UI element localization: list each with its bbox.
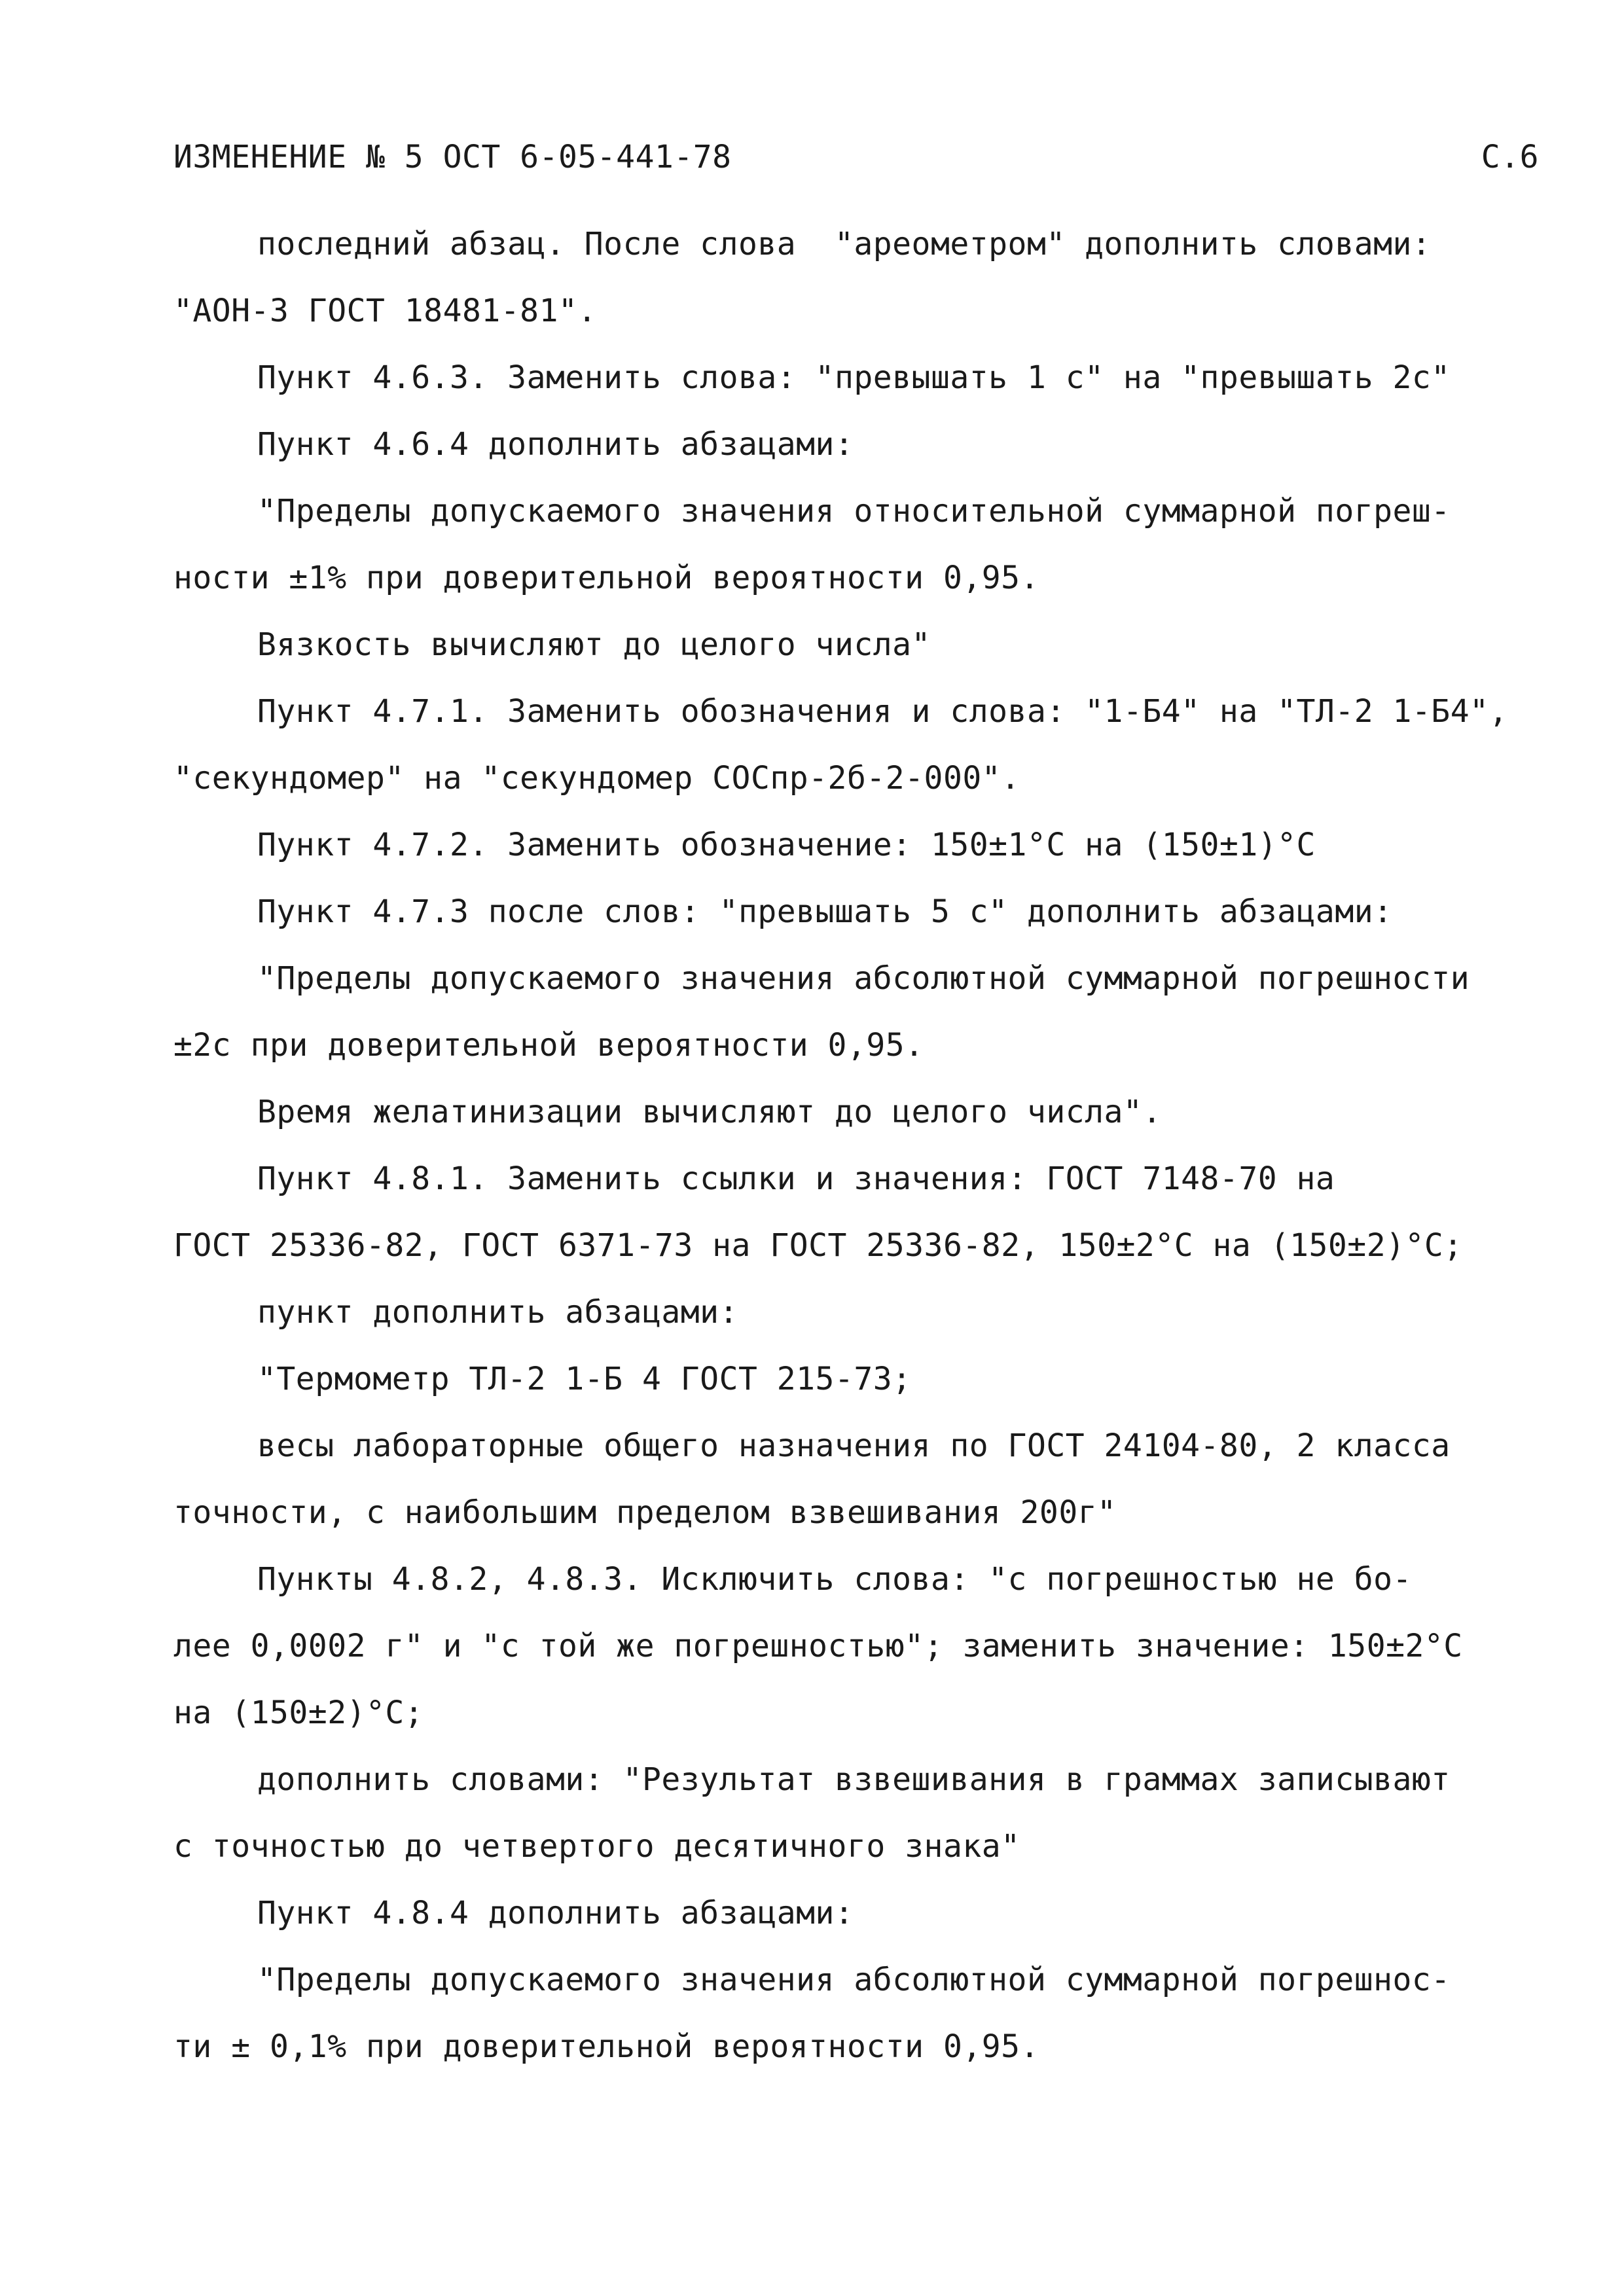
text-line: Пункт 4.7.1. Заменить обозначения и слова: "1-Б4" на "ТЛ-2 1-Б4", xyxy=(257,693,1508,730)
text-line: Вязкость вычисляют до целого числа" xyxy=(257,626,931,663)
text-line: Пункт 4.8.1. Заменить ссылки и значения: ГОСТ 7148-70 на xyxy=(257,1160,1335,1197)
text-line: с точностью до четвертого десятичного знака" xyxy=(173,1828,1020,1865)
text-line: Пункт 4.8.4 дополнить абзацами: xyxy=(257,1895,854,1931)
text-line: ти ± 0,1% при доверительной вероятности 0,95. xyxy=(173,2028,1039,2065)
text-line: Пункт 4.7.2. Заменить обозначение: 150±1°С на (150±1)°С xyxy=(257,827,1316,863)
text-line: "Пределы допускаемого значения абсолютной суммарной погрешности xyxy=(257,960,1470,997)
text-line: Пункт 4.6.3. Заменить слова: "превышать 1 с" на "превышать 2с" xyxy=(257,359,1451,396)
text-line: Пункты 4.8.2, 4.8.3. Исключить слова: "с погрешностью не бо- xyxy=(257,1561,1412,1598)
document-header-title: ИЗМЕНЕНИЕ № 5 ОСТ 6-05-441-78 xyxy=(173,139,732,175)
text-line: пункт дополнить абзацами: xyxy=(257,1294,738,1331)
text-line: "Пределы допускаемого значения абсолютной суммарной погрешнос- xyxy=(257,1962,1451,1998)
text-line: точности, с наибольшим пределом взвешивания 200г" xyxy=(173,1494,1117,1531)
text-line: ±2с при доверительной вероятности 0,95. xyxy=(173,1027,924,1064)
text-line: весы лабораторные общего назначения по ГОСТ 24104-80, 2 класса xyxy=(257,1427,1451,1464)
text-line: лее 0,0002 г" и "с той же погрешностью"; заменить значение: 150±2°С xyxy=(173,1628,1463,1664)
text-line: "секундомер" на "секундомер СОСпр-2б-2-000". xyxy=(173,760,1020,797)
text-line: на (150±2)°С; xyxy=(173,1695,424,1731)
text-line: последний абзац. После слова "ареометром" дополнить словами: xyxy=(257,226,1432,262)
text-line: Время желатинизации вычисляют до целого числа". xyxy=(257,1094,1162,1130)
text-line: Пункт 4.7.3 после слов: "превышать 5 с" дополнить абзацами: xyxy=(257,893,1393,930)
page-number: С.6 xyxy=(1481,139,1539,175)
text-line: "АОН-3 ГОСТ 18481-81". xyxy=(173,293,597,329)
text-line: ГОСТ 25336-82, ГОСТ 6371-73 на ГОСТ 25336-82, 150±2°С на (150±2)°С; xyxy=(173,1227,1463,1264)
text-line: Пункт 4.6.4 дополнить абзацами: xyxy=(257,426,854,463)
text-line: дополнить словами: "Результат взвешивания в граммах записывают xyxy=(257,1761,1451,1798)
text-line: ности ±1% при доверительной вероятности 0,95. xyxy=(173,560,1039,596)
text-line: "Пределы допускаемого значения относительной суммарной погреш- xyxy=(257,493,1451,529)
text-line: "Термометр ТЛ-2 1-Б 4 ГОСТ 215-73; xyxy=(257,1361,912,1397)
